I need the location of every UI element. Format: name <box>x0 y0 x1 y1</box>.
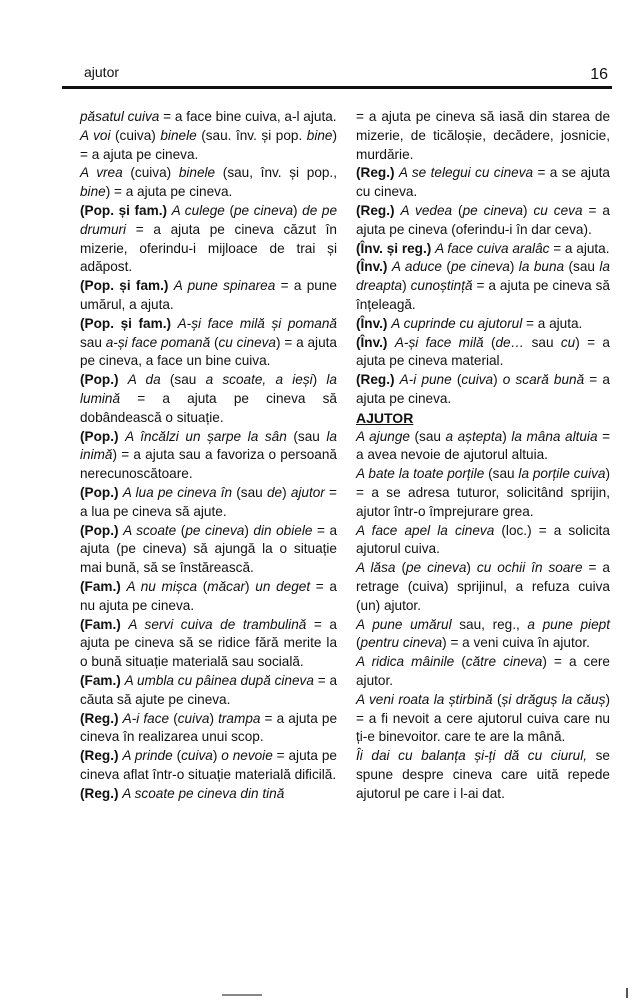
expression-text: la mâna altuia <box>511 428 598 444</box>
dictionary-entry <box>80 578 337 616</box>
definition-text: ( <box>169 710 178 726</box>
expression-text: A-i face <box>122 710 170 726</box>
dictionary-entry <box>356 747 610 803</box>
definition-text: ( <box>492 691 502 707</box>
dictionary-entry <box>80 484 337 522</box>
expression-text: A vedea <box>400 202 453 218</box>
expression-text: trampa <box>218 710 261 726</box>
definition-text: (sau <box>564 259 600 275</box>
expression-text: pe cineva <box>185 522 245 538</box>
expression-text: A aduce <box>391 259 442 275</box>
definition-text: (sau <box>160 372 206 388</box>
definition-text: = a ajuta pe cineva căzut în mizerie, oferindu-i mijloace de trai și adăpost. <box>80 221 337 275</box>
expression-text: A-și face milă <box>394 334 484 350</box>
expression-text: A cuprinde cu ajutorul <box>391 315 523 331</box>
definition-text: (sau <box>484 466 519 482</box>
dictionary-entry <box>80 164 337 202</box>
definition-text: sau <box>524 334 561 350</box>
definition-text: = a ajuta pe cineva să se ridice fără merite la o bună situație materială sau socială. <box>80 616 337 670</box>
definition-text: ( <box>210 334 219 350</box>
expression-text: o nevoie <box>221 748 273 764</box>
expression-text: A culege <box>171 202 225 218</box>
definition-text: = ajuta pe cineva aflat într-o situație materială dificilă. <box>80 748 337 782</box>
definition-text: ) <box>402 278 411 294</box>
usage-label: (Pop.) <box>80 428 119 444</box>
expression-text: păsatul cuiva <box>80 109 160 124</box>
expression-text: către cineva <box>465 654 543 670</box>
expression-text: binele <box>178 165 216 181</box>
usage-label: (Reg.) <box>80 748 119 764</box>
dictionary-entry <box>80 616 337 672</box>
expression-text: Îi dai cu balanța și-ți dă cu ciurul, <box>356 748 588 764</box>
definition-text: = a nu ajuta pe cineva. <box>80 578 337 613</box>
definition-text: ) <box>282 484 291 500</box>
definition-text: = a ajuta pe cineva să iasă din starea de mizerie, de ticăloșie, decădere, josnicie, murdărie. <box>356 109 610 162</box>
usage-label: (Reg.) <box>356 372 395 388</box>
definition-text: ( <box>451 372 462 388</box>
expression-text: de… <box>495 334 525 350</box>
dictionary-entry <box>80 428 337 484</box>
definition-text: ( <box>172 748 182 764</box>
definition-text: ( <box>197 578 208 594</box>
dictionary-entry <box>80 127 337 165</box>
header-rule <box>62 86 612 89</box>
expression-text: bine <box>80 184 106 200</box>
definition-text: = a se ajuta cu cineva. <box>356 165 610 200</box>
expression-text: A vrea <box>80 165 123 181</box>
dictionary-entry <box>356 164 610 202</box>
definition-text: ) <box>212 748 222 764</box>
definition-text: sau, reg., <box>451 616 528 632</box>
dictionary-entry <box>80 371 337 427</box>
expression-text: pe cineva <box>233 202 294 218</box>
definition-text: ) <box>209 710 219 726</box>
expression-text: A-și face milă și pomană <box>177 315 337 331</box>
section-heading: AJUTOR <box>356 409 414 426</box>
usage-label: (Pop. și fam.) <box>80 315 171 331</box>
definition-text: ) <box>312 372 327 388</box>
expression-text: a aștepta <box>445 428 503 444</box>
dictionary-entry <box>356 616 610 654</box>
expression-text: bine <box>306 127 333 143</box>
definition-text: sau <box>80 334 106 350</box>
definition-text <box>387 335 394 350</box>
expression-text: și drăguș la căuș <box>501 691 606 707</box>
expression-text: pe cineva <box>450 259 510 275</box>
definition-text: = a ajuta pe cineva să dobândească o situație. <box>80 390 337 425</box>
expression-text: A lua pe cineva în <box>122 484 233 500</box>
dictionary-entry <box>356 108 610 164</box>
expression-text: cu cineva <box>218 334 276 350</box>
definition-text: = a ajuta. <box>549 240 610 256</box>
usage-label: (Pop.) <box>80 522 119 538</box>
usage-label: (Înv. și reg.) <box>356 240 432 256</box>
expression-text: a scoate, a ieși <box>205 372 313 388</box>
dictionary-entry <box>356 465 610 521</box>
expression-text: A voi <box>80 127 111 143</box>
expression-text: la lumină <box>80 372 337 406</box>
definition-text: ( <box>395 560 406 576</box>
page-number: 16 <box>590 66 608 83</box>
definition-text: (sau <box>409 428 446 444</box>
bottom-rule <box>222 994 262 996</box>
expression-text: A pune umărul <box>356 616 452 632</box>
definition-text: ) = a ajuta pe cineva. <box>80 127 338 162</box>
definition-text: = a face bine cuiva, a-l ajuta. <box>159 109 337 124</box>
definition-text: ) = a veni cuiva în ajutor. <box>442 635 590 651</box>
dictionary-entry <box>80 277 337 315</box>
expression-text: cuiva <box>181 748 213 764</box>
expression-text: la inimă <box>80 428 337 463</box>
usage-label: (Pop.) <box>80 372 119 388</box>
definition-text: ( <box>452 202 463 218</box>
definition-text: ( <box>483 334 496 350</box>
usage-label: (Reg.) <box>356 202 395 218</box>
expression-text: A umbla cu pâinea după cineva <box>124 672 314 688</box>
running-headword: ajutor <box>84 64 120 80</box>
expression-text: A scoate pe cineva din tină <box>122 785 285 801</box>
definition-text: ) = a ajuta sau a favoriza o persoană nerecunoscătoare. <box>80 447 337 482</box>
definition-text: ) = a ajuta pe cineva. <box>105 184 233 200</box>
expression-text: A face cuiva aralâc <box>435 240 550 256</box>
expression-text: cuiva <box>461 372 494 388</box>
expression-text: cuiva <box>177 710 210 726</box>
usage-label: (Reg.) <box>80 710 119 726</box>
definition-text: ) <box>509 259 519 275</box>
usage-label: (Fam.) <box>80 578 121 594</box>
expression-text: a-și face pomană <box>105 334 211 350</box>
usage-label: (Înv.) <box>356 259 388 275</box>
dictionary-entry <box>356 522 610 560</box>
expression-text: A nu mișca <box>126 578 198 594</box>
expression-text: A servi cuiva de trambulină <box>128 616 307 632</box>
expression-text: din obiele <box>253 522 313 538</box>
dictionary-entry <box>80 315 337 371</box>
definition-text <box>171 316 178 331</box>
definition-text: = a retrage (cuiva) sprijinul, a refuza cuiva (un) ajutor. <box>356 560 610 613</box>
definition-text: ) = a ajuta pe cineva material. <box>356 334 610 369</box>
dictionary-entry <box>356 428 610 466</box>
definition-text: ( <box>224 202 234 218</box>
definition-text: ( <box>441 259 451 275</box>
definition-text: (sau. înv. și pop. <box>196 127 307 143</box>
definition-text: (sau <box>286 428 327 444</box>
dictionary-entry <box>356 371 610 409</box>
expression-text: binele <box>160 127 197 143</box>
dictionary-entry <box>356 315 610 334</box>
definition-text: (cuiva) <box>110 127 161 143</box>
expression-text: un deget <box>255 578 311 594</box>
usage-label: (Înv.) <box>356 315 388 331</box>
expression-text: la buna <box>518 259 565 275</box>
definition-text: ( <box>454 654 466 670</box>
usage-label: (Înv.) <box>356 334 388 350</box>
dictionary-entry <box>80 672 337 710</box>
expression-text: A da <box>127 372 161 388</box>
expression-text: cu ceva <box>533 202 583 218</box>
right-column <box>356 108 610 803</box>
dictionary-entry <box>356 653 610 691</box>
usage-label: (Reg.) <box>356 165 395 181</box>
definition-text: (loc.) = a solicita ajutorul cuiva. <box>356 522 610 557</box>
left-column <box>80 108 337 803</box>
dictionary-entry <box>356 202 610 240</box>
page-header <box>62 60 612 90</box>
definition-text: ) <box>245 578 256 594</box>
usage-label: (Fam.) <box>80 616 121 632</box>
expression-text: cunoștință <box>410 278 473 294</box>
expression-text: la porțile cuiva <box>518 466 606 482</box>
expression-text: cu <box>560 334 576 350</box>
definition-text: ) <box>244 522 254 538</box>
expression-text: A lăsa <box>356 560 396 576</box>
expression-text: A veni roata la știrbină <box>356 691 493 707</box>
expression-text: măcar <box>207 578 246 594</box>
definition-text: (sau, înv. și pop., <box>215 165 337 181</box>
usage-label: (Pop.) <box>80 484 119 500</box>
expression-text: de <box>266 484 283 500</box>
expression-text: A prinde <box>122 748 173 764</box>
expression-text: A face apel la cineva <box>356 522 495 538</box>
definition-text: ) <box>522 202 534 218</box>
expression-text: A bate la toate porțile <box>356 466 485 482</box>
definition-text: (cuiva) <box>122 165 179 181</box>
expression-text: cu ochii în soare <box>476 560 583 576</box>
definition-text: = a pune umărul, a ajuta. <box>80 278 337 312</box>
dictionary-entry <box>80 108 337 127</box>
expression-text: A scoate <box>123 522 177 538</box>
definition-text: ) <box>502 428 512 444</box>
definition-text: se spune despre cineva care uită repede ajutorul pe care i l-ai dat. <box>356 748 610 801</box>
usage-label: (Fam.) <box>80 672 121 688</box>
expression-text: A-i pune <box>399 372 452 388</box>
definition-text: ) = a fi nevoit a cere ajutorul cuiva care nu ți-e binevoitor. care te are la mână. <box>356 691 610 745</box>
dictionary-entry <box>80 785 337 804</box>
definition-text: ) = a ajuta pe cineva, a face un bine cuiva. <box>80 334 337 369</box>
expression-text: A ridica mâinile <box>356 654 455 670</box>
expression-text: a pune piept <box>527 616 610 632</box>
definition-text: = a ajuta (pe cineva) să ajungă la o situație mai bună, să se înstărească. <box>80 522 338 576</box>
expression-text: o scară bună <box>502 372 585 388</box>
definition-text: = a ajuta pe cineva în realizarea unui scop. <box>80 710 338 745</box>
definition-text: = a ajuta pe cineva. <box>356 372 610 406</box>
dictionary-entry <box>356 559 610 615</box>
dictionary-entry <box>80 522 337 578</box>
definition-text: ) <box>466 560 477 576</box>
definition-text: = a căuta să ajute pe cineva. <box>80 672 338 707</box>
dictionary-entry <box>356 258 610 314</box>
dictionary-entry <box>80 710 337 748</box>
definition-text: = a lua pe cineva să ajute. <box>80 484 338 519</box>
expression-text: A pune spinarea <box>173 278 276 294</box>
expression-text: pe cineva <box>462 202 523 218</box>
definition-text: ) <box>493 372 503 388</box>
expression-text: la dreapta <box>356 259 610 294</box>
expression-text: ajutor <box>290 484 325 500</box>
definition-text: (sau <box>232 484 267 500</box>
definition-text: = a ajuta pe cineva (oferindu-i în dar ceva). <box>356 202 610 237</box>
definition-text: = a ajuta. <box>522 315 583 331</box>
definition-text: = a avea nevoie de ajutorul altuia. <box>356 428 611 463</box>
expression-text: A încălzi un șarpe la sân <box>125 428 287 444</box>
definition-text <box>119 372 128 387</box>
expression-text: pentru cineva <box>360 635 443 651</box>
definition-text: ( <box>356 635 361 651</box>
dictionary-entry <box>80 747 337 785</box>
definition-text: = a ajuta pe cineva să înțeleagă. <box>356 278 610 312</box>
dictionary-entry <box>356 240 610 259</box>
definition-text: ) = a cere ajutor. <box>356 654 610 688</box>
edge-mark <box>626 988 628 998</box>
usage-label: (Pop. și fam.) <box>80 278 169 294</box>
definition-text: ) = a se adresa tuturor, solicitând sprijin, ajutor într-o împrejurare grea. <box>356 466 610 519</box>
definition-text: ) <box>293 202 303 218</box>
dictionary-entry <box>80 202 337 277</box>
expression-text: A se telegui cu cineva <box>398 165 534 181</box>
dictionary-entry <box>356 334 610 372</box>
usage-label: (Pop. și fam.) <box>80 202 167 218</box>
expression-text: A ajunge <box>356 428 410 444</box>
expression-text: pe cineva <box>406 560 467 576</box>
definition-text: ( <box>176 522 186 538</box>
usage-label: (Reg.) <box>80 785 119 801</box>
dictionary-entry <box>356 691 610 747</box>
expression-text: de pe drumuri <box>80 202 337 237</box>
